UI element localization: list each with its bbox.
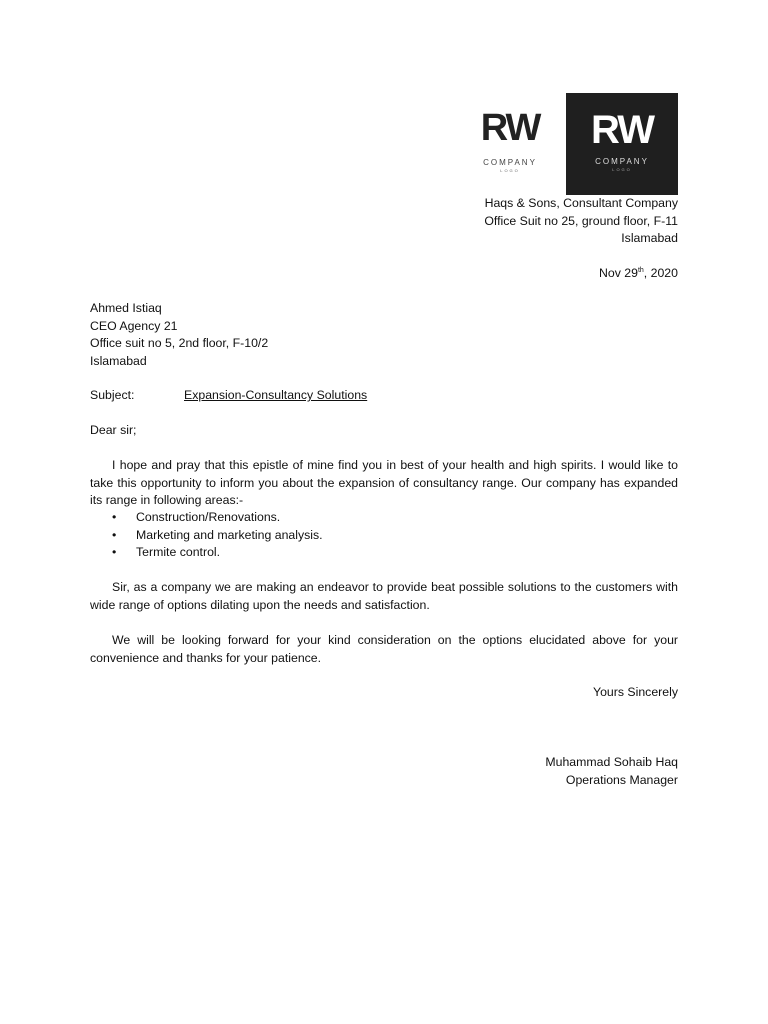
salutation: Dear sir; [90, 423, 137, 437]
subject-label: Subject: [90, 388, 135, 402]
company-logo-dark [566, 93, 678, 195]
list-item: • Marketing and marketing analysis. [90, 527, 323, 545]
areas-list [90, 509, 323, 562]
subject-value: Expansion-Consultancy Solutions [184, 388, 368, 402]
date-suffix: th [637, 266, 644, 274]
paragraph-closing-text: We will be looking forward for your kind consideration on the options elucidated above for your convenience and thanks for your patience. [90, 633, 678, 665]
recipient-street: Office suit no 5, 2nd floor, F-10/2 [90, 336, 269, 351]
logo-subcaption: LOGO [500, 168, 520, 173]
logo-caption: COMPANY [483, 158, 537, 167]
date-month-day: Nov 29 [598, 266, 638, 280]
sender-company: Haqs & Sons, Consultant Company [484, 196, 678, 210]
logo-mark: RW [480, 107, 540, 149]
company-logo-light [468, 108, 552, 172]
recipient-name: Ahmed Istiaq [90, 301, 162, 315]
signatory-name: Muhammad Sohaib Haq [545, 755, 678, 769]
list-item: • Construction/Renovations. [90, 509, 323, 527]
logo-mark: RW [591, 108, 653, 152]
date-year: , 2020 [643, 266, 678, 280]
signatory-title: Operations Manager [565, 772, 678, 787]
recipient-title: CEO Agency 21 [90, 318, 178, 333]
letter-date [599, 265, 678, 283]
sender-street: Office Suit no 25, ground floor, F-11 [484, 213, 678, 228]
subject-line [90, 387, 367, 405]
recipient-address [90, 300, 268, 370]
signature-block [545, 754, 678, 789]
logo-subcaption: LOGO [612, 167, 632, 172]
paragraph-closing [90, 632, 678, 667]
paragraph-solutions-text: Sir, as a company we are making an endeavor to provide beat possible solutions to the customers with wide range of options dilating upon the needs and satisfaction. [90, 580, 678, 612]
recipient-city: Islamabad [90, 353, 147, 368]
paragraph-intro [90, 457, 678, 510]
paragraph-intro-text: I hope and pray that this epistle of mine find you in best of your health and high spirits. I would like to take this opportunity to inform you about the expansion of consultancy range. Our company has expanded its range in following areas:- [90, 458, 678, 508]
sender-address [484, 195, 678, 248]
logo-caption: COMPANY [595, 157, 649, 166]
complimentary-close: Yours Sincerely [593, 685, 678, 699]
paragraph-solutions [90, 579, 678, 614]
sender-city: Islamabad [621, 231, 678, 246]
list-item: • Termite control. [90, 544, 323, 562]
